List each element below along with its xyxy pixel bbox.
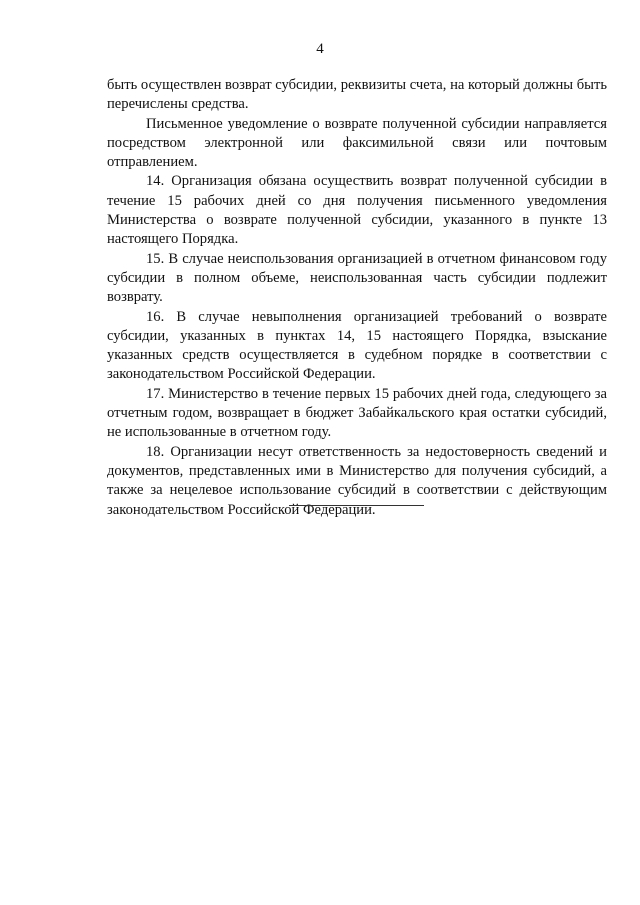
paragraph-18: 18. Организации несут ответственность за недостоверность сведений и документов, представленных ими в Министерство для получения субсидий, а также за нецелевое использование субсидий в соответствии с действующим законодательством Российской Федерации. [107,443,607,518]
paragraph-16: 16. В случае невыполнения организацией требований о возврате субсидии, указанных в пунктах 14, 15 настоящего Порядка, взыскание указанных средств осуществляется в судебном порядке в соответствии с законодательством Российской Федерации. [107,308,607,383]
paragraph-17: 17. Министерство в течение первых 15 рабочих дней года, следующего за отчетным годом, возвращает в бюджет Забайкальского края остатки субсидий, не использованные в отчетном году. [107,385,607,441]
paragraph-14: 14. Организация обязана осуществить возврат полученной субсидии в течение 15 рабочих дней со дня получения письменного уведомления Министерства о возврате полученной субсидии, указанного в пункте 13 настоящего Порядка. [107,173,607,248]
end-divider-line [289,505,424,506]
paragraph-15: 15. В случае неиспользования организацией в отчетном финансовом году субсидии в полном объеме, неиспользованная часть субсидии подлежит возврату. [107,250,607,306]
page-number: 4 [316,41,324,57]
paragraph-continuation: быть осуществлен возврат субсидии, реквизиты счета, на который должны быть перечислены средства. [107,77,607,113]
document-body [107,76,607,520]
paragraph-written-notice: Письменное уведомление о возврате полученной субсидии направляется посредством электронной или факсимильной связи или почтовым отправлением. [107,115,607,171]
